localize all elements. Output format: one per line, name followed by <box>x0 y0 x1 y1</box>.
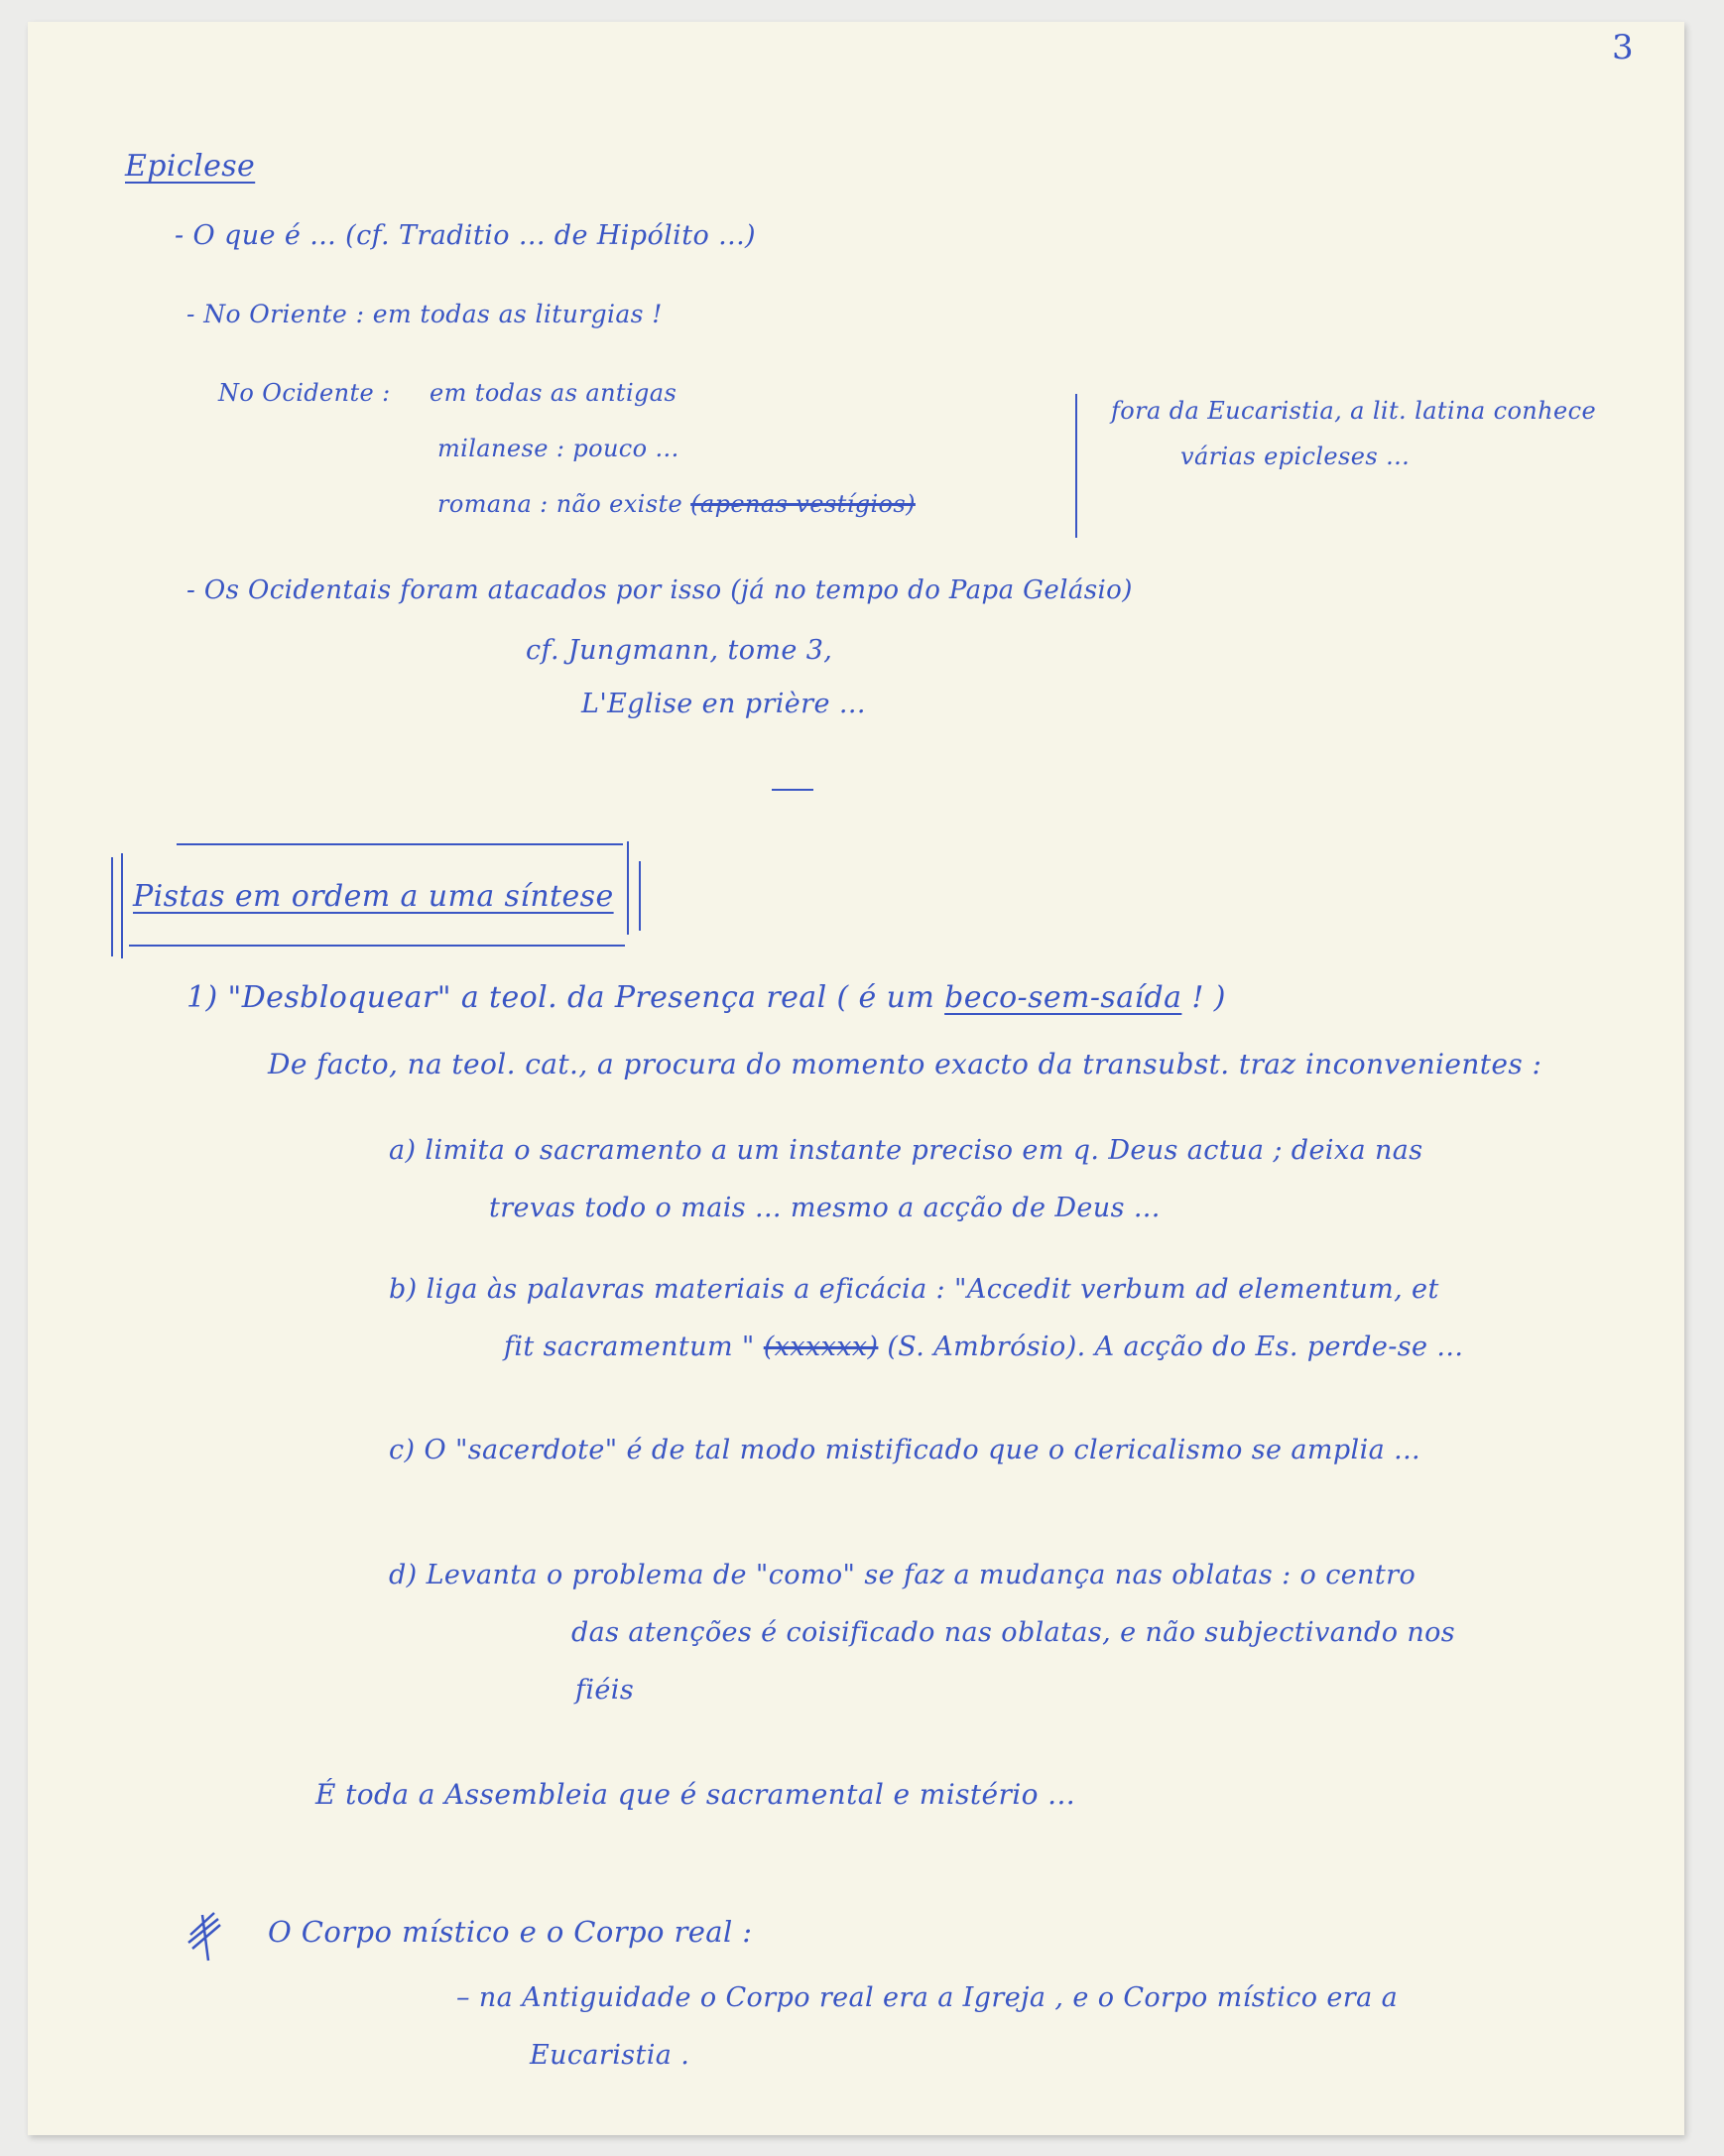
epiclese-heading: Epiclese <box>125 149 256 184</box>
struck-text: (apenas vestígios) <box>690 490 916 518</box>
side-note-line-2: várias epicleses ... <box>1180 443 1411 470</box>
item-d-line-1: d) Levanta o problema de "como" se faz a mudança nas oblatas : o centro <box>389 1560 1416 1590</box>
point-1-underlined: beco-sem-saída <box>944 980 1182 1015</box>
manuscript-page <box>28 22 1684 2135</box>
struck-text: (xxxxxx) <box>763 1332 879 1362</box>
epiclese-line-1: - O que é ... (cf. Traditio ... de Hipólito ...) <box>175 220 756 251</box>
point-1-text: 1) "Desbloquear" a teol. da Presença real ( é um <box>186 980 945 1015</box>
frame-top <box>177 843 623 845</box>
reference-line-2: L'Eglise en prière ... <box>581 689 866 719</box>
vertical-divider <box>1075 394 1077 538</box>
ocidente-item-1: em todas as antigas <box>430 379 677 407</box>
ocidente-item-3-text: romana : não existe <box>437 490 683 518</box>
frame-left-outer <box>111 857 113 956</box>
corpo-line-2: Eucaristia . <box>530 2040 690 2071</box>
margin-scribble-icon <box>185 1905 230 1965</box>
assembly-line: É toda a Assembleia que é sacramental e mistério ... <box>315 1778 1076 1811</box>
item-b-line-1: b) liga às palavras materiais a eficácia : "Accedit verbum ad elementum, et <box>389 1274 1439 1305</box>
item-a-line-2: trevas todo o mais ... mesmo a acção de Deus ... <box>489 1193 1161 1223</box>
frame-bottom <box>129 945 625 947</box>
point-1-detail: De facto, na teol. cat., a procura do momento exacto da transubst. traz inconvenientes : <box>268 1048 1542 1080</box>
ocidente-item-3 <box>437 490 916 518</box>
frame-right-outer <box>639 861 641 931</box>
frame-right-inner <box>627 841 629 935</box>
item-d-line-2: das atenções é coisificado nas oblatas, e não subjectivando nos <box>571 1617 1456 1648</box>
item-b-line-2-suffix: (S. Ambrósio). A acção do Es. perde-se ... <box>887 1332 1464 1362</box>
side-note-line-1: fora da Eucaristia, a lit. latina conhece <box>1111 397 1597 425</box>
page-number: 3 <box>1612 28 1635 67</box>
ocidente-label: No Ocidente : <box>218 379 391 407</box>
epiclese-line-2: - No Oriente : em todas as liturgias ! <box>186 300 663 328</box>
reference-line-1: cf. Jungmann, tome 3, <box>526 635 833 666</box>
corpo-line-1: – na Antiguidade o Corpo real era a Igreja , e o Corpo místico era a <box>456 1982 1399 2013</box>
ocidente-item-2: milanese : pouco ... <box>437 435 679 462</box>
attack-line: - Os Ocidentais foram atacados por isso (já no tempo do Papa Gelásio) <box>186 575 1133 605</box>
item-c-line-1: c) O "sacerdote" é de tal modo mistificado que o clericalismo se amplia ... <box>389 1435 1421 1465</box>
section-separator <box>772 789 813 791</box>
point-1 <box>186 980 1226 1015</box>
item-b-line-2-text: fit sacramentum " <box>504 1332 755 1362</box>
point-1-suffix: ! ) <box>1181 980 1226 1015</box>
item-b-line-2 <box>504 1332 1463 1362</box>
pistas-heading: Pistas em ordem a uma síntese <box>133 879 614 914</box>
item-a-line-1: a) limita o sacramento a um instante preciso em q. Deus actua ; deixa nas <box>389 1135 1423 1166</box>
item-d-line-3: fiéis <box>575 1675 635 1706</box>
corpo-heading: O Corpo místico e o Corpo real : <box>268 1915 753 1949</box>
frame-left-inner <box>121 853 123 958</box>
